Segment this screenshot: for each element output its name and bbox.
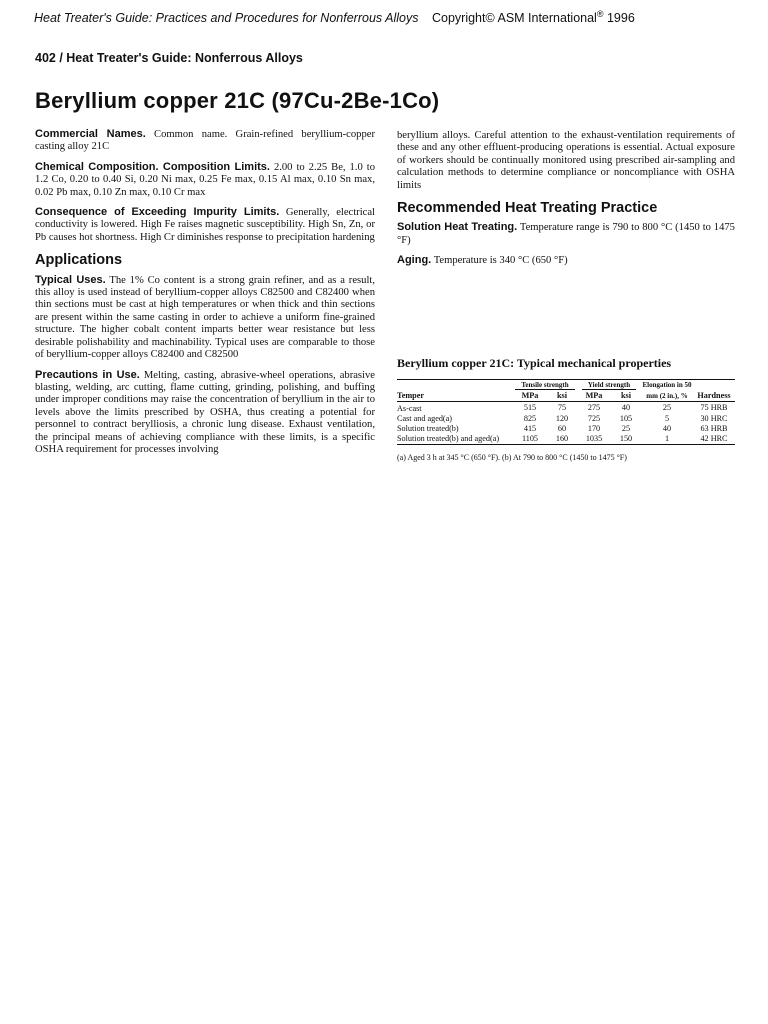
- typical-uses-paragraph: [35, 274, 375, 362]
- running-head: 402 / Heat Treater's Guide: Nonferrous Alloys: [35, 51, 303, 65]
- chemical-composition-paragraph: [35, 161, 375, 199]
- table-row: [397, 434, 735, 445]
- table-cell-hardness: 75 HRB: [700, 403, 728, 412]
- continuation-paragraph: beryllium alloys. Careful attention to the exhaust-ventilation requirements of these and any other effluent-producing operations is essential. Actual exposure of workers should be continually monitored using prescribed air-sampling and calculation methods to determine compliance or noncompliance with OSHA limits: [397, 130, 735, 191]
- ys-ksi-header: ksi: [620, 390, 631, 400]
- table-cell-temper: Solution treated(b) and aged(a): [397, 434, 500, 443]
- table-row: [397, 402, 735, 415]
- precautions-paragraph: [35, 369, 375, 457]
- table-footnote: (a) Aged 3 h at 345 °C (650 °F). (b) At 790 to 800 °C (1450 to 1475 °F): [397, 453, 627, 462]
- aging-label: Aging.: [397, 254, 432, 267]
- left-column: [35, 128, 375, 480]
- page-title: Beryllium copper 21C (97Cu-2Be-1Co): [35, 88, 440, 113]
- ts-mpa-header: MPa: [521, 390, 539, 400]
- right-column: [397, 130, 735, 275]
- table-cell-ts-ksi: 120: [555, 414, 569, 423]
- table-cell-temper: As-cast: [397, 404, 422, 413]
- aging-text: Temperature is 340 °C (650 °F): [433, 255, 568, 267]
- aging-paragraph: [397, 254, 735, 267]
- table-row: [397, 414, 735, 424]
- table-cell-ys-mpa: 1035: [585, 434, 603, 443]
- banner-title: Heat Treater's Guide: Practices and Procedures for Nonferrous Alloys: [34, 11, 419, 26]
- commercial-names-label: Commercial Names.: [35, 128, 146, 140]
- yield-strength-header: Yield strength: [577, 380, 641, 391]
- table-cell-ts-ksi: 160: [555, 434, 569, 443]
- table-cell-elong: 25: [662, 403, 672, 412]
- banner-copyright: Copyright© ASM International® 1996: [431, 9, 635, 26]
- table-cell-ts-ksi: 60: [557, 424, 567, 433]
- table-cell-ys-ksi: 105: [619, 414, 633, 423]
- document-banner: [34, 9, 754, 25]
- table-cell-ts-mpa: 1105: [521, 434, 539, 443]
- commercial-names-paragraph: [35, 128, 375, 154]
- table-cell-elong: 40: [662, 424, 672, 433]
- table-cell-ts-mpa: 415: [523, 424, 537, 433]
- impurity-limits-paragraph: [35, 206, 375, 244]
- ts-ksi-header: ksi: [556, 390, 567, 400]
- table-cell-temper: Solution treated(b): [397, 424, 459, 433]
- table-body: [397, 402, 735, 445]
- table-cell-ts-ksi: 75: [557, 403, 567, 412]
- impurity-limits-text: Generally, electrical conductivity is lowered. High Fe raises magnetic susceptibility. High Sn, Zn, or Pb causes hot shortness. High Cr diminishes response to precipitation hardening: [35, 207, 375, 243]
- mechanical-properties-table: [397, 379, 735, 445]
- table-cell-ys-ksi: 150: [619, 434, 633, 443]
- table-header-row-2: [397, 390, 735, 402]
- typical-uses-label: Typical Uses.: [35, 273, 106, 286]
- table-row: [397, 424, 735, 434]
- solution-treating-label: Solution Heat Treating.: [397, 221, 518, 234]
- elongation-header-line2: mm (2 in.), %: [646, 391, 688, 400]
- commercial-names-text: Common name. Grain-refined beryllium-copper casting alloy 21C: [35, 129, 375, 153]
- impurity-limits-label: Consequence of Exceeding Impurity Limits.: [35, 206, 280, 219]
- table-cell-hardness: 63 HRB: [700, 424, 728, 433]
- table-cell-ys-mpa: 725: [587, 414, 601, 423]
- solution-treating-paragraph: [397, 221, 735, 247]
- temper-header: Temper: [397, 391, 424, 400]
- continuation-clip: [397, 130, 735, 192]
- mechanical-properties-table-block: [397, 356, 735, 462]
- precautions-label: Precautions in Use.: [35, 368, 140, 381]
- table-cell-ys-mpa: 170: [587, 424, 601, 433]
- table-cell-temper: Cast and aged(a): [397, 414, 453, 423]
- table-cell-elong: 5: [664, 414, 670, 423]
- applications-heading: Applications: [35, 252, 123, 269]
- chemical-composition-label: Chemical Composition. Composition Limits.: [35, 160, 270, 173]
- table-title: Beryllium copper 21C: Typical mechanical properties: [397, 356, 672, 370]
- table-cell-ys-ksi: 25: [621, 424, 631, 433]
- table-cell-ys-mpa: 275: [587, 403, 601, 412]
- table-cell-hardness: 42 HRC: [700, 434, 728, 443]
- heat-treating-heading: Recommended Heat Treating Practice: [397, 200, 658, 216]
- table-cell-ts-mpa: 515: [523, 403, 537, 412]
- hardness-header: Hardness: [697, 390, 731, 400]
- table-cell-elong: 1: [664, 434, 670, 443]
- typical-uses-text: The 1% Co content is a strong grain refiner, and as a result, this alloy is used instead of beryllium-copper alloys C82500 and C82400 when thin sections must be cast at high temperatures or when thick and thin sections are present within the same casting in order to achieve a uniform fine-grained structure. The higher cobalt content imparts better wear resistance but less desirable polishability and machinability. Typical uses are comparable to those of beryllium-copper alloys C82400 and C82500: [35, 274, 375, 361]
- ys-mpa-header: MPa: [585, 390, 603, 400]
- precautions-text: Melting, casting, abrasive-wheel operations, abrasive blasting, welding, arc cutting, flame cutting, grinding, polishing, and buffing under improper conditions may raise the concentration of beryllium in the air to levels above the limits prescribed by OSHA, thus creating a potential for personnel to contract berylliosis, a chronic lung disease. Exhaust ventilation, the principal means of achieving compliance with these limits, is a specific OSHA requirement for processes involving: [35, 369, 375, 455]
- table-header-row-1: [397, 380, 735, 391]
- elongation-header-line1: Elongation in 50: [642, 381, 692, 389]
- solution-treating-text: Temperature range is 790 to 800 °C (1450 to 1475 °F): [397, 222, 735, 246]
- table-cell-ys-ksi: 40: [621, 403, 631, 412]
- tensile-strength-header: Tensile strength: [513, 380, 577, 391]
- table-cell-hardness: 30 HRC: [700, 414, 728, 423]
- chemical-composition-text: 2.00 to 2.25 Be, 1.0 to 1.2 Co, 0.20 to 0.40 Si, 0.20 Ni max, 0.25 Fe max, 0.15 Al max, 0.10 Sn max, 0.02 Pb max, 0.10 Zn max, 0.10 Cr max: [35, 161, 375, 198]
- registered-mark: ®: [596, 9, 604, 19]
- table-cell-ts-mpa: 825: [523, 414, 537, 423]
